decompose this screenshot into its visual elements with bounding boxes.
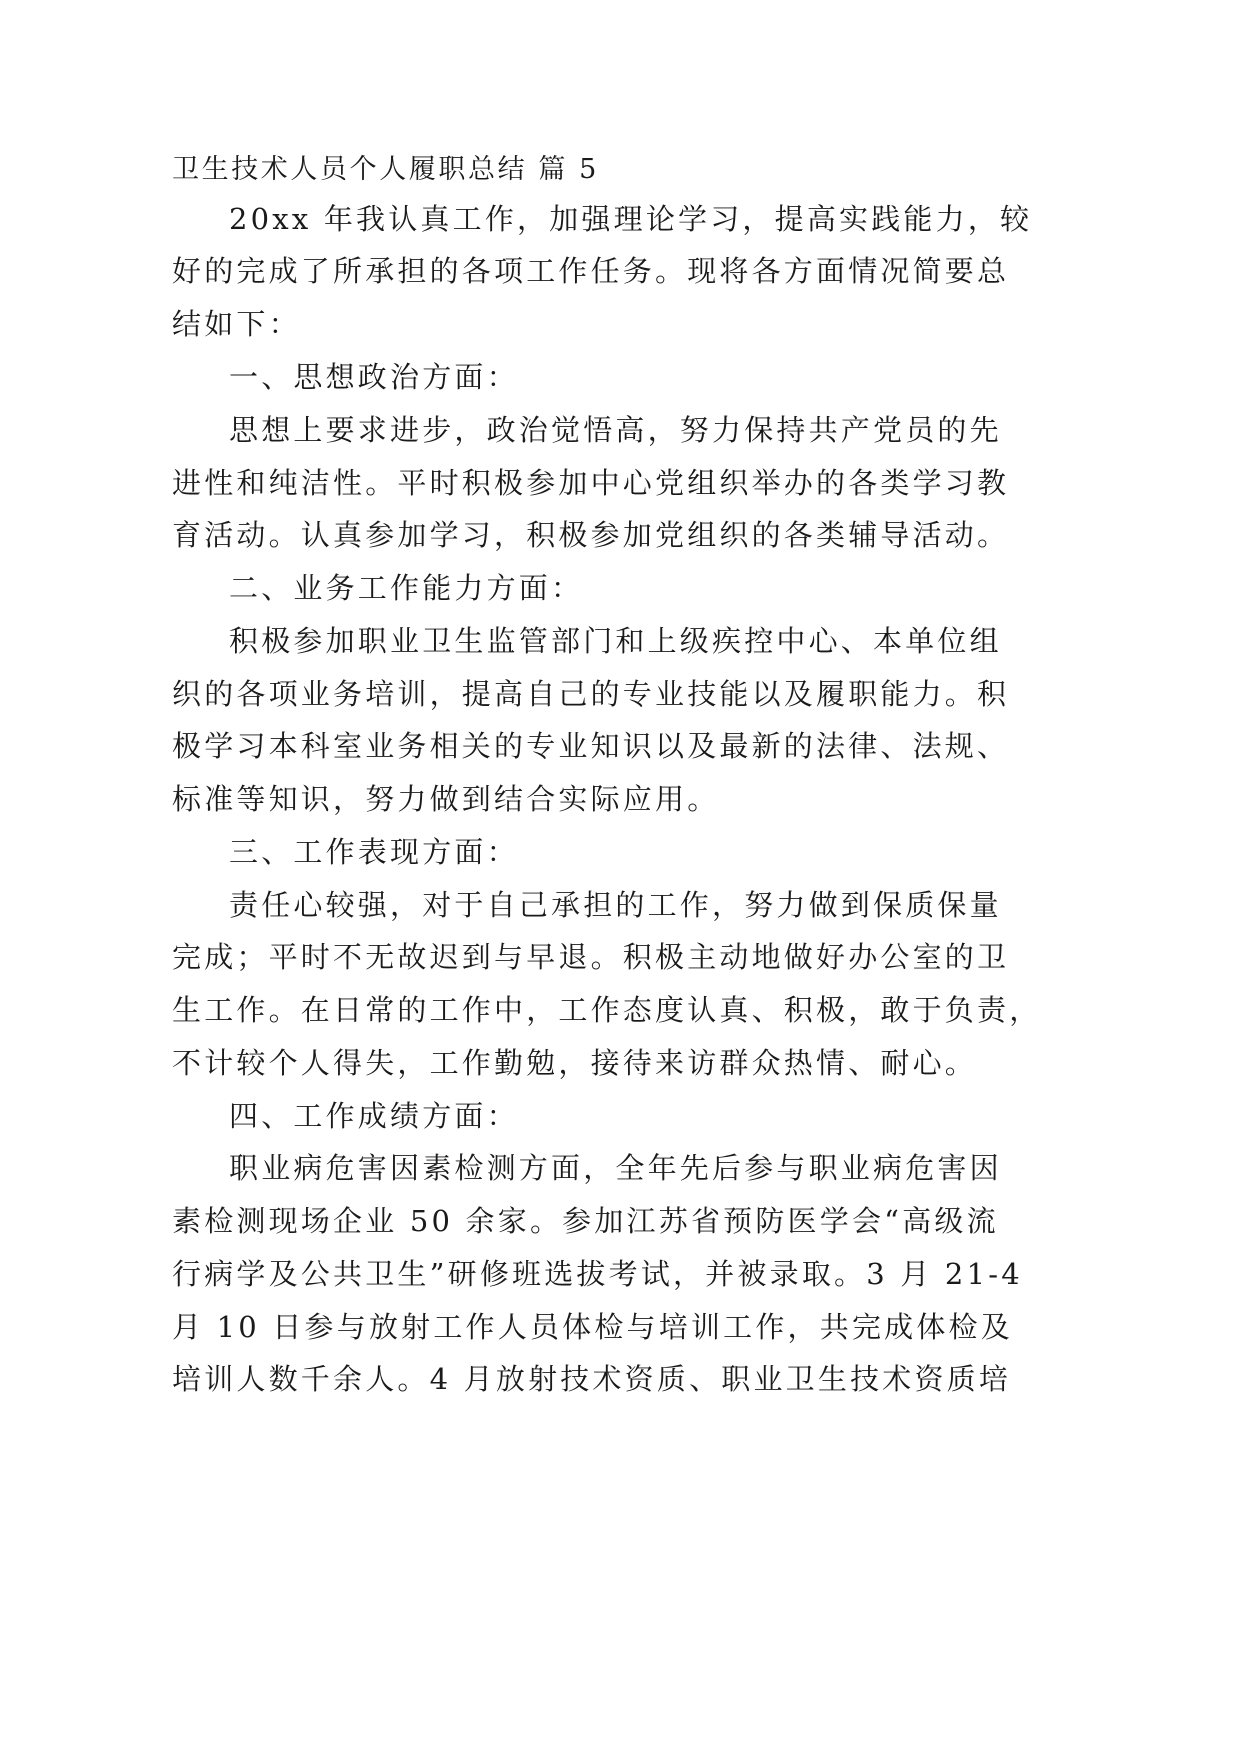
paragraph-line: 织的各项业务培训，提高自己的专业技能以及履职能力。积	[172, 677, 1010, 711]
paragraph-line: 进性和纯洁性。平时积极参加中心党组织举办的各类学习教	[172, 466, 1010, 500]
paragraph-line: 积极参加职业卫生监管部门和上级疾控中心、本单位组	[229, 624, 1002, 658]
paragraph-line: 培训人数千余人。4 月放射技术资质、职业卫生技术资质培	[172, 1362, 1012, 1396]
section-heading: 四、工作成绩方面：	[229, 1099, 519, 1133]
section-heading: 二、业务工作能力方面：	[229, 571, 584, 605]
paragraph-line: 完成；平时不无故迟到与早退。积极主动地做好办公室的卫	[172, 940, 1010, 974]
paragraph-line: 行病学及公共卫生”研修班选拔考试，并被录取。3 月 21-4	[172, 1257, 1023, 1291]
paragraph-line: 不计较个人得失，工作勤勉，接待来访群众热情、耐心。	[172, 1046, 978, 1080]
document-title: 卫生技术人员个人履职总结 篇 5	[172, 154, 599, 185]
paragraph-line: 20xx 年我认真工作，加强理论学习，提高实践能力，较	[229, 202, 1033, 236]
paragraph-line: 极学习本科室业务相关的专业知识以及最新的法律、法规、	[172, 729, 1010, 763]
paragraph-line: 好的完成了所承担的各项工作任务。现将各方面情况简要总	[172, 254, 1010, 288]
paragraph-line: 职业病危害因素检测方面，全年先后参与职业病危害因	[229, 1151, 1002, 1185]
paragraph-line: 标准等知识，努力做到结合实际应用。	[172, 782, 720, 816]
section-heading: 三、工作表现方面：	[229, 835, 519, 869]
paragraph-line: 结如下：	[172, 307, 301, 341]
paragraph-line: 责任心较强，对于自己承担的工作，努力做到保质保量	[229, 888, 1002, 922]
section-heading: 一、思想政治方面：	[229, 360, 519, 394]
paragraph-line: 生工作。在日常的工作中，工作态度认真、积极，敢于负责，	[172, 993, 1042, 1027]
paragraph-line: 思想上要求进步，政治觉悟高，努力保持共产党员的先	[229, 413, 1002, 447]
paragraph-line: 月 10 日参与放射工作人员体检与培训工作，共完成体检及	[172, 1310, 1013, 1344]
paragraph-line: 育活动。认真参加学习，积极参加党组织的各类辅导活动。	[172, 518, 1010, 552]
paragraph-line: 素检测现场企业 50 余家。参加江苏省预防医学会“高级流	[172, 1204, 999, 1238]
